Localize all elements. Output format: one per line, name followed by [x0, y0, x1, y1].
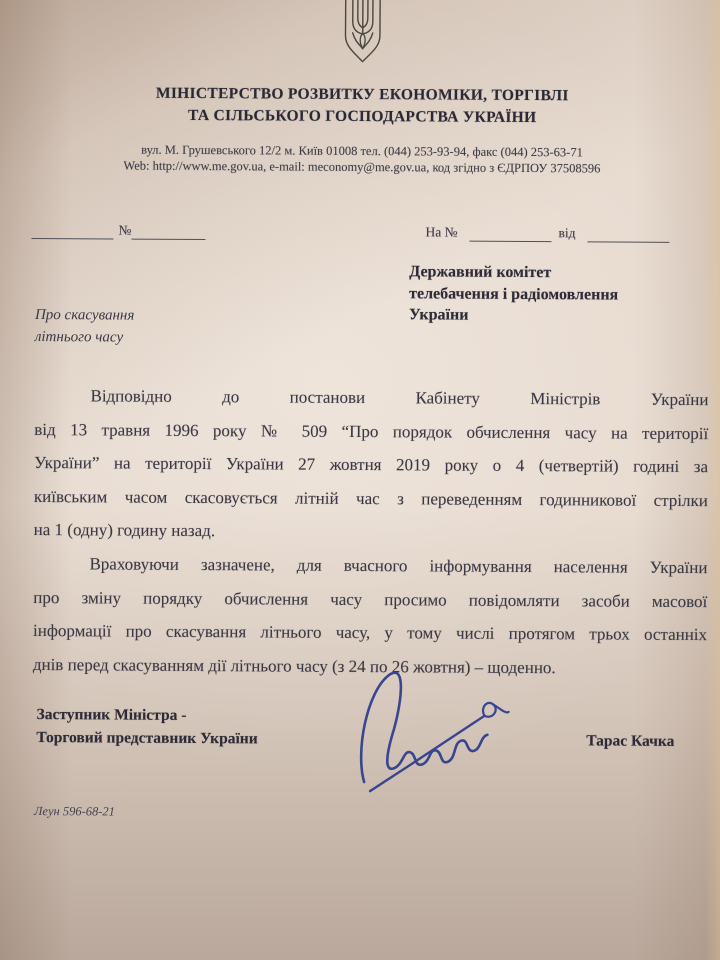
web-line: Web: http://www.me.gov.ua, e-mail: meconomy@me.gov.ua, код згідно з ЄДРПОУ 37508596 — [123, 158, 601, 176]
body-line: від 13 травня 1996 року № 509 “Про порядок обчислення часу на території — [34, 419, 709, 443]
address-line: вул. М. Грушевського 12/2 м. Київ 01008 тел. (044) 253-93-94, факс (044) 253-63-71 — [141, 142, 583, 160]
body-line: днів перед скасуванням дії літнього часу (з 24 по 26 жовтня) – щоденно. — [32, 654, 556, 677]
recipient-line1: Державний комітет — [409, 263, 552, 282]
subject-line2: літнього часу — [34, 329, 124, 346]
recipient-line2: телебачення і радіомовлення — [409, 284, 619, 304]
body-line: про зміну порядку обчислення часу просимо повідомляти засоби масової — [33, 587, 708, 611]
body-line: на 1 (одну) годину назад. — [33, 520, 216, 541]
ministry-name-line2: ТА СІЛЬСЬКОГО ГОСПОДАРСТВА УКРАЇНИ — [187, 106, 537, 126]
recipient-line3: України — [408, 306, 469, 324]
outgoing-number-blank — [131, 223, 205, 240]
incoming-date-blank — [587, 225, 669, 243]
recipient-block — [409, 261, 618, 327]
incoming-number-blank — [469, 225, 551, 243]
body-line: Враховуючи зазначене, для вчасного інформування населення України — [89, 554, 708, 578]
executor-note: Леун 596-68-21 — [33, 804, 115, 819]
body-line: інформації про скасування літнього часу, у тому числі протягом трьох останніх — [33, 621, 708, 645]
on-number-label: На № — [425, 224, 458, 240]
subject-line1: Про скасування — [34, 307, 135, 324]
ministry-name-line1: МІНІСТЕРСТВО РОЗВИТКУ ЕКОНОМІКИ, ТОРГІВЛІ — [155, 84, 569, 105]
signer-title-line1: Заступник Міністра - — [36, 706, 187, 724]
ukraine-trident-emblem-icon — [340, 0, 386, 63]
body-line: київським часом скасовується літній час з переведенням годинникової стрілки — [33, 486, 708, 510]
signer-title-line2: Торговий представник України — [36, 728, 258, 747]
ministry-name — [2, 82, 720, 129]
subject-block — [35, 304, 135, 349]
letter-body — [33, 379, 709, 685]
body-line: України” на території України 27 жовтня 2019 року о 4 (четвертій) годині за — [34, 453, 709, 477]
signer-name: Тарас Качка — [586, 732, 675, 750]
number-sign-label: № — [118, 222, 132, 238]
body-line: Відповідно до постанови Кабінету Міністрів України — [90, 386, 709, 410]
from-label: від — [558, 225, 576, 241]
ministry-contacts — [2, 141, 720, 177]
handwritten-signature-icon — [350, 660, 511, 799]
outgoing-date-blank — [31, 222, 113, 240]
signer-title — [36, 704, 258, 750]
